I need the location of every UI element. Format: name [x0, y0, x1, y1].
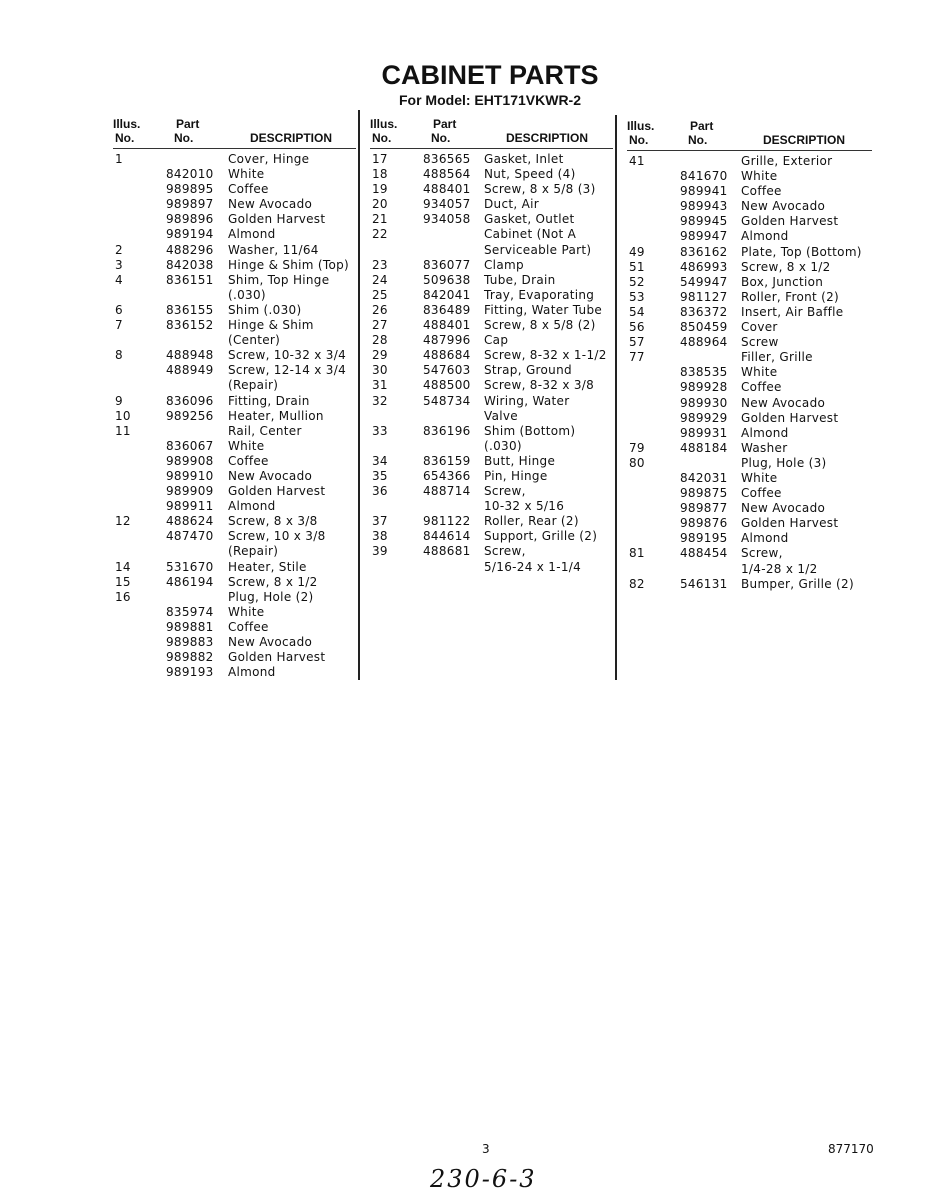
part-no: 836067: [166, 438, 214, 453]
part-no: 842031: [680, 470, 728, 485]
description: New Avocado: [741, 199, 826, 214]
description: Serviceable Part): [484, 242, 592, 257]
illus-no: 1: [115, 152, 123, 166]
description: (.030): [228, 287, 266, 302]
description: New Avocado: [228, 197, 313, 212]
header-part-no: No.: [431, 131, 451, 145]
description: Support, Grille (2): [484, 529, 598, 544]
illus-no: 38: [372, 529, 388, 544]
illus-no: 82: [629, 576, 645, 591]
part-no: 488296: [166, 242, 214, 257]
description: Roller, Front (2): [741, 289, 840, 304]
document-code: 877170: [828, 1142, 874, 1156]
part-no: 844614: [423, 529, 471, 544]
description: 5/16-24 x 1-1/4: [484, 559, 582, 574]
illus-no: 80: [629, 455, 645, 470]
part-no: 488624: [166, 514, 214, 529]
part-no: 836489: [423, 302, 471, 317]
description: Strap, Ground: [484, 363, 572, 378]
description: Screw,: [484, 544, 526, 559]
description: White: [741, 470, 778, 485]
part-no: 488964: [680, 335, 728, 350]
description: Bumper, Grille (2): [741, 576, 854, 591]
description: Heater, Stile: [228, 559, 307, 574]
description: (Center): [228, 333, 281, 348]
illus-no: 31: [372, 378, 388, 393]
part-no: 487470: [166, 529, 214, 544]
description: Coffee: [741, 184, 782, 199]
part-no: 486194: [166, 574, 214, 589]
part-no: 836155: [166, 302, 214, 317]
part-no: 836159: [423, 453, 471, 468]
description: White: [228, 167, 265, 182]
part-no: 989897: [166, 197, 214, 212]
description: Almond: [228, 499, 276, 514]
illus-no: 27: [372, 318, 388, 333]
header-rule: [370, 148, 613, 149]
description: Coffee: [228, 453, 269, 468]
description: Plug, Hole (2): [228, 589, 314, 604]
description: Golden Harvest: [228, 484, 326, 499]
description: Wiring, Water: [484, 393, 570, 408]
part-no: 836565: [423, 152, 471, 166]
part-no: 989928: [680, 380, 728, 395]
description: Almond: [741, 425, 789, 440]
header-description: DESCRIPTION: [506, 131, 589, 145]
part-no: 836196: [423, 423, 471, 438]
part-no: 509638: [423, 272, 471, 287]
description: White: [228, 604, 265, 619]
part-no: 934057: [423, 197, 471, 212]
description: Gasket, Inlet: [484, 152, 564, 166]
part-no: 836151: [166, 272, 214, 287]
part-no: 989875: [680, 486, 728, 501]
illus-no: 49: [629, 244, 645, 259]
illus-no: 3: [115, 257, 123, 272]
description: Screw: [741, 335, 779, 350]
part-no: 488564: [423, 167, 471, 182]
header-description: DESCRIPTION: [763, 133, 846, 147]
description: Screw, 8 x 5/8 (3): [484, 182, 596, 197]
illus-no: 24: [372, 272, 388, 287]
illus-no: 39: [372, 544, 388, 559]
illus-no: 9: [115, 393, 123, 408]
description: Almond: [741, 229, 789, 244]
illus-no: 81: [629, 546, 645, 561]
description: (.030): [484, 438, 522, 453]
part-no: 989194: [166, 227, 214, 242]
part-no: 836096: [166, 393, 214, 408]
part-no: 486993: [680, 259, 728, 274]
description: Hinge & Shim: [228, 318, 314, 333]
part-no: 836077: [423, 257, 471, 272]
description: White: [228, 438, 265, 453]
description: White: [741, 365, 778, 380]
part-no: 548734: [423, 393, 471, 408]
illus-no: 29: [372, 348, 388, 363]
part-no: 487996: [423, 333, 471, 348]
description: Coffee: [228, 619, 269, 634]
illus-no: 22: [372, 227, 388, 242]
part-no: 842041: [423, 287, 471, 302]
description: Clamp: [484, 257, 524, 272]
part-no: 989193: [166, 665, 214, 680]
header-illus-no: No.: [629, 133, 649, 147]
description: Coffee: [228, 182, 269, 197]
illus-no: 51: [629, 259, 645, 274]
illus-no: 6: [115, 302, 123, 317]
column-divider: [615, 115, 617, 680]
page-number: 3: [482, 1142, 490, 1156]
part-no: 989908: [166, 453, 214, 468]
description: Roller, Rear (2): [484, 514, 579, 529]
description: Insert, Air Baffle: [741, 304, 844, 319]
part-no: 989881: [166, 619, 214, 634]
page-title: CABINET PARTS: [381, 60, 599, 90]
handwritten-note: 230-6-3: [430, 1165, 537, 1193]
description: Coffee: [741, 486, 782, 501]
part-no: 836372: [680, 304, 728, 319]
illus-no: 28: [372, 333, 388, 348]
description: Screw, 8-32 x 3/8: [484, 378, 595, 393]
header-illus: Illus.: [627, 119, 655, 133]
illus-no: 56: [629, 320, 645, 335]
part-no: 989947: [680, 229, 728, 244]
model-subtitle: For Model: EHT171VKWR-2: [398, 92, 581, 108]
description: Plate, Top (Bottom): [741, 244, 862, 259]
part-no: 989931: [680, 425, 728, 440]
description: Fitting, Drain: [228, 393, 310, 408]
part-no: 989883: [166, 635, 214, 649]
description: Duct, Air: [484, 197, 539, 212]
description: New Avocado: [228, 468, 313, 483]
illus-no: 34: [372, 453, 388, 468]
illus-no: 36: [372, 484, 388, 499]
illus-no: 14: [115, 559, 131, 574]
part-no: 981122: [423, 514, 471, 529]
part-no: 836162: [680, 244, 728, 259]
description: Filler, Grille: [741, 350, 813, 365]
illus-no: 54: [629, 304, 645, 319]
illus-no: 57: [629, 335, 645, 350]
part-no: 989877: [680, 501, 728, 516]
illus-no: 19: [372, 182, 388, 197]
part-no: 838535: [680, 365, 728, 380]
description: Almond: [228, 665, 276, 680]
illus-no: 17: [372, 152, 388, 166]
illus-no: 7: [115, 318, 123, 333]
description: Almond: [228, 227, 276, 242]
part-no: 989945: [680, 214, 728, 229]
part-no: 989882: [166, 650, 214, 665]
part-no: 842038: [166, 257, 214, 272]
description: Screw, 10-32 x 3/4: [228, 348, 347, 363]
part-no: 488184: [680, 440, 728, 455]
illus-no: 15: [115, 574, 131, 589]
part-no: 549947: [680, 274, 728, 289]
description: Pin, Hinge: [484, 468, 548, 483]
part-no: 654366: [423, 468, 471, 483]
description: Screw, 8 x 3/8: [228, 514, 318, 529]
part-no: 989911: [166, 499, 214, 514]
header-rule: [113, 148, 356, 149]
illus-no: 23: [372, 257, 388, 272]
part-no: 836152: [166, 318, 214, 333]
part-no: 488401: [423, 318, 471, 333]
description: Coffee: [741, 380, 782, 395]
illus-no: 37: [372, 514, 388, 529]
part-no: 850459: [680, 320, 728, 335]
illus-no: 33: [372, 423, 388, 438]
part-no: 488714: [423, 484, 471, 499]
description: Tray, Evaporating: [484, 287, 595, 302]
part-no: 488681: [423, 544, 471, 559]
description: Cover, Hinge: [228, 152, 310, 166]
description: New Avocado: [228, 635, 313, 649]
illus-no: 32: [372, 393, 388, 408]
description: Cap: [484, 333, 509, 348]
description: Washer: [741, 440, 788, 455]
description: Plug, Hole (3): [741, 455, 827, 470]
illus-no: 16: [115, 589, 131, 604]
part-no: 989941: [680, 184, 728, 199]
illus-no: 20: [372, 197, 388, 212]
illus-no: 4: [115, 272, 123, 287]
illus-no: 77: [629, 350, 645, 365]
illus-no: 8: [115, 348, 123, 363]
part-no: 531670: [166, 559, 214, 574]
part-no: 841670: [680, 169, 728, 184]
header-rule: [627, 150, 872, 151]
header-part-no: No.: [688, 133, 708, 147]
part-no: 934058: [423, 212, 471, 227]
description: Gasket, Outlet: [484, 212, 575, 227]
description: Hinge & Shim (Top): [228, 257, 350, 272]
illus-no: 10: [115, 408, 131, 423]
description: Screw,: [741, 546, 783, 561]
part-no: 989909: [166, 484, 214, 499]
part-no: 989195: [680, 531, 728, 546]
part-no: 989895: [166, 182, 214, 197]
part-no: 981127: [680, 289, 728, 304]
part-no: 989929: [680, 410, 728, 425]
description: Golden Harvest: [741, 214, 839, 229]
description: Golden Harvest: [228, 650, 326, 665]
header-illus: Illus.: [370, 117, 398, 131]
description: Shim (.030): [228, 302, 302, 317]
description: Screw,: [484, 484, 526, 499]
part-no: 488401: [423, 182, 471, 197]
description: Heater, Mullion: [228, 408, 324, 423]
description: 10-32 x 5/16: [484, 499, 565, 514]
header-illus-no: No.: [115, 131, 135, 145]
part-no: 989910: [166, 468, 214, 483]
part-no: 488454: [680, 546, 728, 561]
description: Shim, Top Hinge: [228, 272, 330, 287]
description: Grille, Exterior: [741, 154, 833, 168]
column-divider: [358, 110, 360, 680]
header-description: DESCRIPTION: [250, 131, 333, 145]
header-illus: Illus.: [113, 117, 141, 131]
description: New Avocado: [741, 501, 826, 516]
illus-no: 41: [629, 154, 645, 168]
part-no: 989256: [166, 408, 214, 423]
illus-no: 79: [629, 440, 645, 455]
description: White: [741, 169, 778, 184]
illus-no: 53: [629, 289, 645, 304]
part-no: 546131: [680, 576, 728, 591]
part-no: 989930: [680, 395, 728, 410]
header-illus-no: No.: [372, 131, 392, 145]
part-no: 488948: [166, 348, 214, 363]
description: Washer, 11/64: [228, 242, 319, 257]
description: Golden Harvest: [228, 212, 326, 227]
header-part-no: No.: [174, 131, 194, 145]
part-no: 989896: [166, 212, 214, 227]
description: Tube, Drain: [484, 272, 556, 287]
illus-no: 26: [372, 302, 388, 317]
description: Cabinet (Not A: [484, 227, 577, 242]
description: Screw, 8 x 1/2: [228, 574, 318, 589]
description: Golden Harvest: [741, 516, 839, 531]
illus-no: 2: [115, 242, 123, 257]
description: Golden Harvest: [741, 410, 839, 425]
description: Almond: [741, 531, 789, 546]
illus-no: 30: [372, 363, 388, 378]
description: Shim (Bottom): [484, 423, 576, 438]
description: Screw, 12-14 x 3/4: [228, 363, 347, 378]
illus-no: 12: [115, 514, 131, 529]
description: 1/4-28 x 1/2: [741, 561, 818, 576]
description: Valve: [484, 408, 518, 423]
description: (Repair): [228, 544, 279, 559]
part-no: 488684: [423, 348, 471, 363]
description: Screw, 8-32 x 1-1/2: [484, 348, 607, 363]
description: Box, Junction: [741, 274, 824, 289]
description: Fitting, Water Tube: [484, 302, 603, 317]
description: Rail, Center: [228, 423, 302, 438]
illus-no: 18: [372, 167, 388, 182]
description: Butt, Hinge: [484, 453, 556, 468]
illus-no: 52: [629, 274, 645, 289]
part-no: 835974: [166, 604, 214, 619]
description: New Avocado: [741, 395, 826, 410]
part-no: 488500: [423, 378, 471, 393]
part-no: 488949: [166, 363, 214, 378]
illus-no: 25: [372, 287, 388, 302]
part-no: 547603: [423, 363, 471, 378]
part-no: 989876: [680, 516, 728, 531]
illus-no: 21: [372, 212, 388, 227]
header-part: Part: [433, 117, 457, 131]
description: Screw, 10 x 3/8: [228, 529, 326, 544]
description: Cover: [741, 320, 778, 335]
description: Screw, 8 x 5/8 (2): [484, 318, 596, 333]
part-no: 989943: [680, 199, 728, 214]
illus-no: 35: [372, 468, 388, 483]
description: (Repair): [228, 378, 279, 393]
part-no: 842010: [166, 167, 214, 182]
header-part: Part: [176, 117, 200, 131]
illus-no: 11: [115, 423, 131, 438]
description: Screw, 8 x 1/2: [741, 259, 831, 274]
description: Nut, Speed (4): [484, 167, 576, 182]
header-part: Part: [690, 119, 714, 133]
